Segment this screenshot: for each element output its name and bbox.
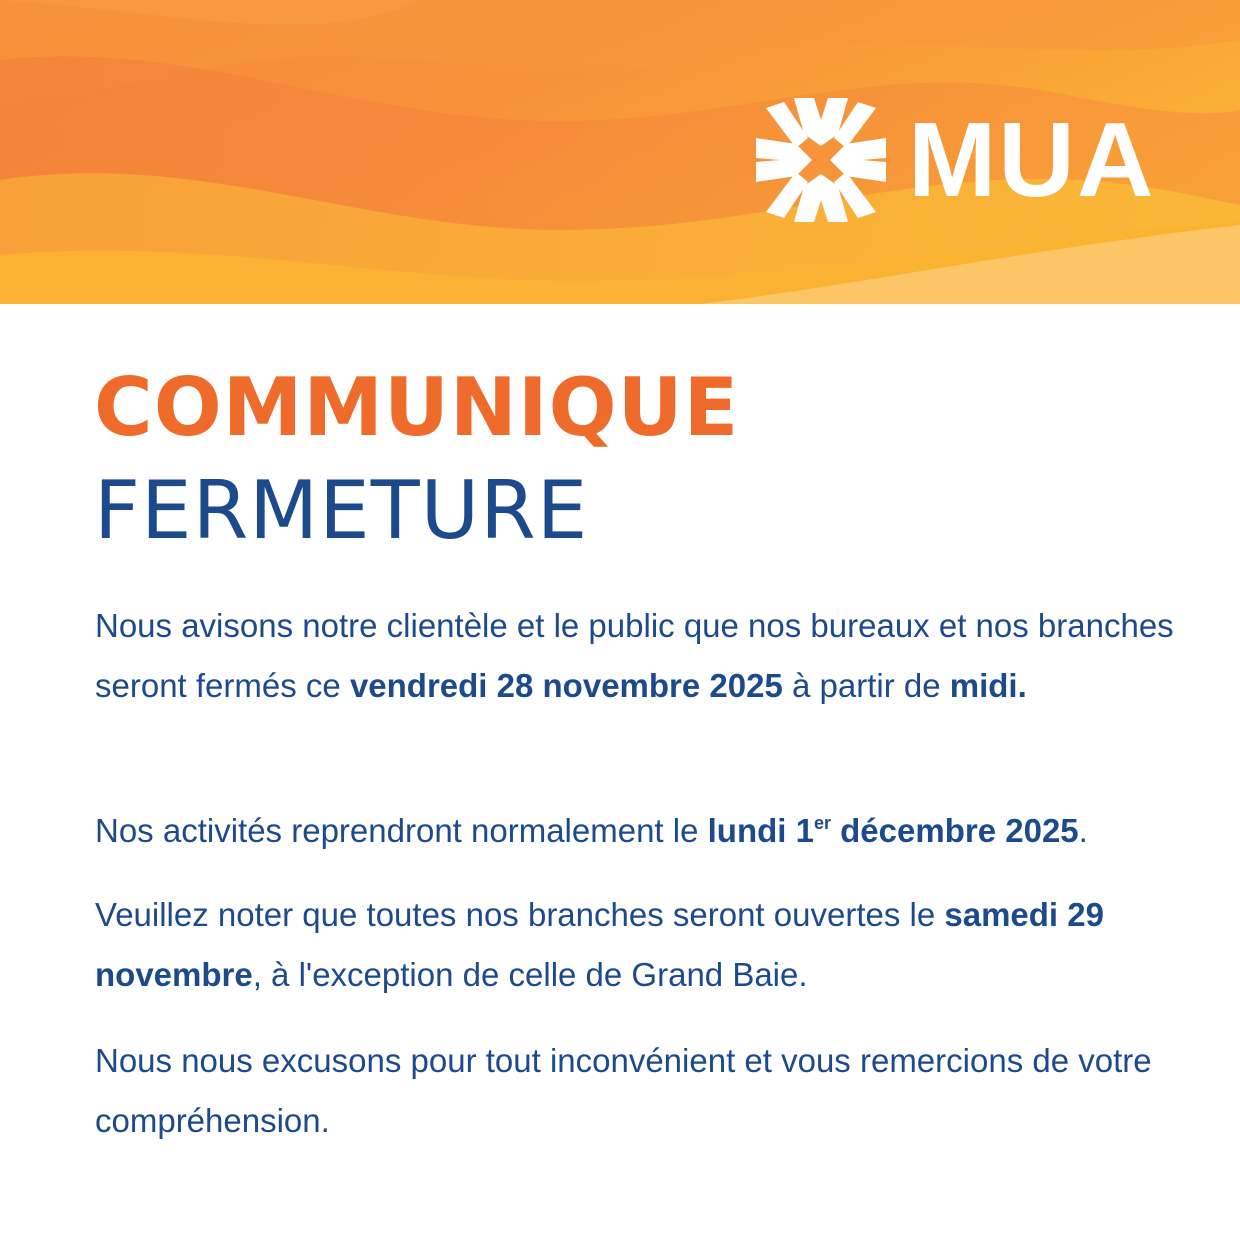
saturday-exception: , à l'exception de celle de Grand Baie.: [252, 956, 808, 993]
closure-paragraph: [95, 596, 1185, 716]
closure-text-2: à partir de: [782, 667, 950, 704]
reopening-period: .: [1078, 812, 1088, 849]
notice-title: COMMUNIQUE: [94, 361, 740, 454]
reopening-text: Nos activités reprendront normalement le: [95, 812, 708, 849]
ordinal-suffix: er: [813, 813, 831, 833]
brand-logo: [756, 98, 1155, 222]
saturday-text: Veuillez noter que toutes nos branches seront ouvertes le: [95, 896, 945, 933]
closure-date: vendredi 28 novembre 2025: [349, 667, 783, 704]
reopening-paragraph: [95, 801, 1185, 861]
saturday-date: samedi 29 novembre: [95, 896, 1104, 993]
brand-name: MUA: [908, 101, 1156, 219]
saturday-paragraph: [95, 885, 1185, 1005]
reopening-month: décembre 2025: [830, 812, 1079, 849]
closure-time: midi.: [949, 667, 1027, 704]
reopening-day: lundi 1: [707, 812, 814, 849]
notice-subtitle: FERMETURE: [94, 464, 589, 557]
apology-text: Nous nous excusons pour tout inconvénient et vous remercions de votre compréhension.: [95, 1042, 1152, 1139]
closure-text: Nous avisons notre clientèle et le public que nos bureaux et nos branches seront fermés ce: [95, 607, 1174, 704]
apology-paragraph: [95, 1031, 1185, 1151]
mua-asterisk-icon: [756, 98, 886, 222]
header-banner: [0, 0, 1240, 304]
reopening-date: [708, 812, 1079, 849]
